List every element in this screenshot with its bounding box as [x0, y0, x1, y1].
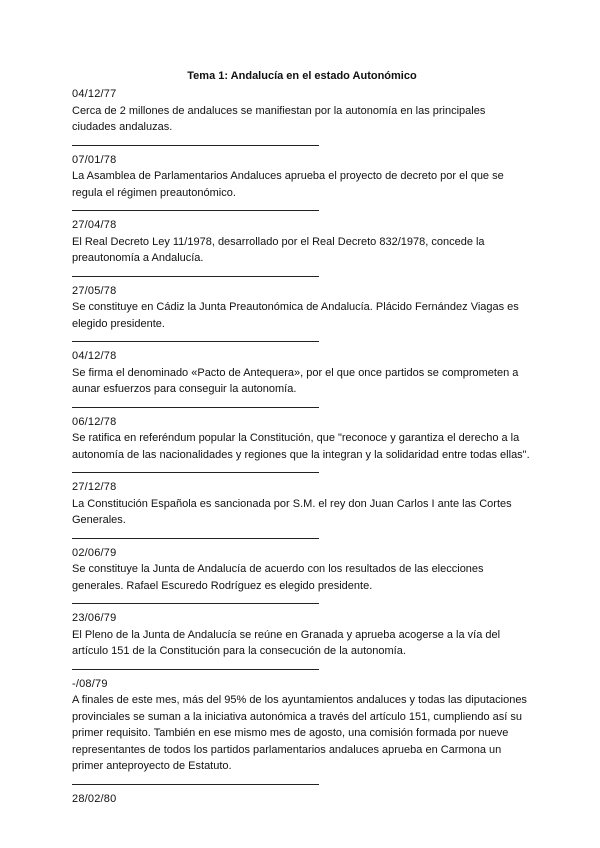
separator-line: [72, 594, 532, 610]
timeline-entry: [72, 283, 532, 333]
timeline-entry: [72, 152, 532, 202]
entry-date: 27/05/78: [72, 284, 117, 297]
entry-text: Se ratifica en referéndum popular la Constitución, que "reconoce y garantiza el derecho a la autonomía de las nacionalidades y regiones que la integran y la solidaridad entre todas ellas".: [72, 432, 530, 461]
entry-date: 06/12/78: [72, 415, 117, 428]
entry-date: 27/04/78: [72, 219, 117, 231]
timeline-entry: [72, 348, 532, 398]
entry-date: 07/01/78: [72, 153, 117, 166]
separator-line: [72, 775, 532, 791]
entry-date: 04/12/78: [72, 350, 117, 362]
entry-text: Cerca de 2 millones de andaluces se manifiestan por la autonomía en las principales ciudades andaluzas.: [72, 104, 486, 133]
entry-date: 04/12/77: [72, 88, 117, 100]
separator-line: [72, 463, 532, 479]
entry-date: 02/06/79: [72, 546, 117, 559]
timeline-entry: [72, 610, 532, 660]
timeline-entry: [72, 86, 532, 136]
entry-text: A finales de este mes, más del 95% de los ayuntamientos andaluces y todas las diputaciones provinciales se suman a la iniciativa autonómica a través del artículo 151, cumpliendo así su primer requisito. También en ese mismo mes de agosto, una comisión formada por nueve representantes de todos los partidos parlamentarios andaluces aprueba en Carmona un primer anteproyecto de Estatuto.: [72, 694, 527, 772]
entry-text: Se firma el denominado «Pacto de Antequera», por el que once partidos se comprometen a aunar esfuerzos para conseguir la autonomía.: [72, 366, 519, 395]
entry-text: La Asamblea de Parlamentarios Andaluces aprueba el proyecto de decreto por el que se regula el régimen preautonómico.: [72, 170, 504, 199]
timeline-entry: [72, 791, 532, 808]
entry-text: El Real Decreto Ley 11/1978, desarrollado por el Real Decreto 832/1978, concede la preautonomía a Andalucía.: [72, 235, 485, 264]
timeline-entry: [72, 479, 532, 529]
separator-line: [72, 267, 532, 283]
entry-date: 23/06/79: [72, 612, 117, 624]
entry-text: Se constituye en Cádiz la Junta Preautonómica de Andalucía. Plácido Fernández Viagas es elegido presidente.: [72, 301, 519, 330]
entry-date: 28/02/80: [72, 792, 117, 805]
entry-text: El Pleno de la Junta de Andalucía se reúne en Granada y aprueba acogerse a la vía del artículo 151 de la Constitución para la consecución de la autonomía.: [72, 628, 501, 657]
entry-date: 27/12/78: [72, 481, 117, 493]
entry-date: -/08/79: [72, 677, 108, 690]
timeline-entry: [72, 545, 532, 595]
entry-text: La Constitución Española es sancionada por S.M. el rey don Juan Carlos I ante las Cortes Generales.: [72, 497, 512, 526]
separator-line: [72, 201, 532, 217]
separator-line: [72, 136, 532, 152]
separator-line: [72, 332, 532, 348]
document-page: [72, 68, 532, 807]
timeline-entry: [72, 676, 532, 775]
timeline-entry: [72, 217, 532, 267]
separator-line: [72, 660, 532, 676]
entry-text: Se constituye la Junta de Andalucía de acuerdo con los resultados de las elecciones generales. Rafael Escuredo Rodríguez es elegido presidente.: [72, 563, 484, 592]
separator-line: [72, 529, 532, 545]
separator-line: [72, 398, 532, 414]
document-title: Tema 1: Andalucía en el estado Autonómico: [187, 70, 417, 82]
timeline-entry: [72, 414, 532, 464]
